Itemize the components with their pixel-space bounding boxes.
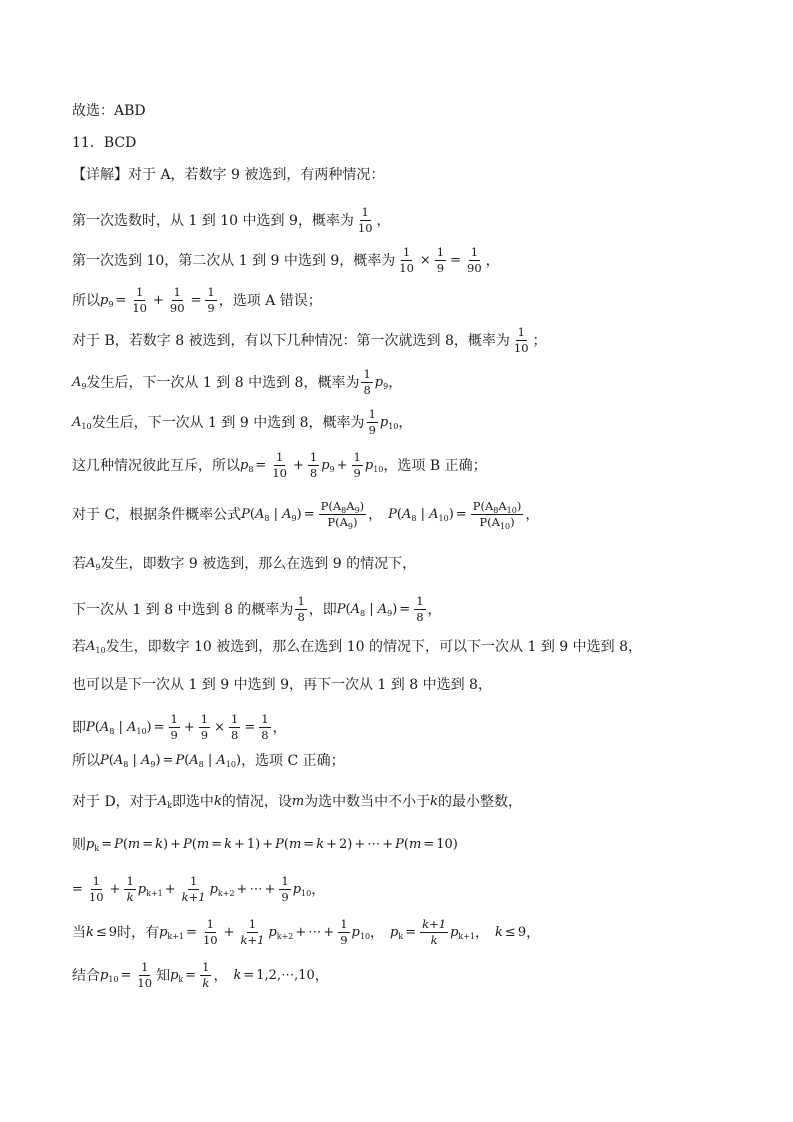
text: 当 — [72, 924, 86, 941]
line-recursion: 当 k ≤ 9 时，有 $p_{k+1}$ = $\frac{1}{10}$ + $\frac{1}{k+1}$ $p_{k+2}$ + ⋯ + $\frac{1}{9}$ $p_{10}$ ， $p_k$ = $\frac{k+1}{k}$ $p_{k+1}$ ， k ≤ 9 ， — [72, 917, 541, 947]
formula: k ≤ 9 — [495, 924, 527, 940]
line-pk-expand — [72, 875, 763, 904]
text: 为选中数当中不小于 — [304, 794, 431, 810]
line-p9 — [72, 286, 763, 315]
text: 也可以是下一次从 1 到 9 中选到 9，再下一次从 1 到 8 中选到 8， — [72, 677, 492, 693]
line-equal — [72, 751, 763, 771]
text: 第一次选数时，从 1 到 10 中选到 9，概率为 — [72, 212, 354, 229]
text: ，即 — [308, 601, 337, 618]
formula: $P(A_8$ | $A_9$) = $\frac{P(A_8A_9)}{P(A_9)}$ — [241, 499, 365, 531]
text: 下一次从 1 到 8 中选到 8 的概率为 — [72, 601, 294, 618]
text: 发生，即数字 10 被选到，那么在选到 10 的情况下，可以下一次从 1 到 9 中选到 8， — [105, 639, 642, 655]
text: 发生，即数字 9 被选到，那么在选到 9 的情况下， — [100, 556, 417, 572]
text: ，选项 A 错误； — [218, 292, 322, 309]
formula: $A_9$ — [72, 374, 87, 391]
text: ； — [532, 332, 547, 349]
text: ， — [485, 252, 500, 269]
text: ， — [272, 719, 287, 736]
formula: m — [291, 794, 305, 809]
line-question-number — [72, 133, 763, 153]
text: 对于 C，根据条件概率公式 — [72, 506, 242, 523]
text: ， — [311, 881, 326, 898]
line-answer-prev — [72, 101, 763, 121]
formula: $A_9$ — [86, 556, 101, 572]
formula: k = 1,2,⋯,10 — [233, 967, 315, 983]
formula: $A_k$ — [157, 794, 172, 810]
line-option-d — [72, 792, 763, 812]
text: 即 — [72, 719, 86, 736]
text: ， — [376, 212, 391, 229]
text: 若 — [72, 556, 86, 572]
formula: $\frac{1}{9}$ $p_{10}$ — [368, 407, 399, 437]
text: ， — [368, 506, 383, 523]
text: ，选项 B 正确； — [383, 457, 487, 474]
formula: $P(A_8$ | $A_{10}$) = $\frac{P(A_8A_{10})}{P(A_{10})}$ — [388, 499, 522, 531]
formula: k — [213, 794, 222, 809]
formula: $A_{10}$ — [72, 414, 92, 431]
line-first-pick — [72, 206, 763, 235]
text: ， — [398, 414, 413, 431]
line-cond-a10 — [72, 713, 763, 742]
formula: $p_9$ = $\frac{1}{10}$ + $\frac{1}{90}$ = $\frac{1}{9}$ — [100, 285, 215, 315]
line-pk-sum — [72, 835, 763, 855]
text: 的情况，设 — [221, 794, 292, 810]
text: 即选中 — [171, 794, 214, 810]
formula: $\frac{1}{8}$ $p_9$ — [363, 367, 389, 397]
text: 发生后，下一次从 1 到 8 中选到 8，概率为 — [86, 374, 360, 391]
text: 故选：ABD — [72, 103, 146, 119]
text: ， — [525, 506, 540, 523]
formula: $p_k$ = $\frac{k+1}{k}$ $p_{k+1}$ — [390, 917, 476, 947]
text: 对于 B，若数字 8 被选到，有以下几种情况：第一次就选到 8，概率为 — [72, 332, 510, 349]
formula: k — [430, 794, 439, 809]
line-if-a10 — [72, 637, 763, 657]
text: 知 — [156, 967, 171, 984]
formula: $A_{10}$ — [86, 639, 106, 655]
line-also — [72, 675, 763, 695]
line-next-8 — [72, 595, 763, 624]
line-a10-case — [72, 408, 763, 437]
text: 第一次选到 10，第二次从 1 到 9 中选到 9，概率为 — [72, 252, 396, 269]
line-option-b — [72, 326, 763, 355]
formula: $p_{k+1}$ = $\frac{1}{10}$ + $\frac{1}{k+1}$ $p_{k+2}$ + ⋯ + $\frac{1}{9}$ $p_{10}$ — [159, 917, 371, 947]
text: 发生后，下一次从 1 到 9 中选到 8，概率为 — [91, 414, 365, 431]
formula: $p_k$ = P(m = k) + P(m = k + 1) + P(m = k + 2) + ⋯ + P(m = 10) — [86, 837, 458, 853]
text: 对于 D，对于 — [72, 794, 158, 810]
line-p8 — [72, 451, 763, 480]
fraction: $\frac{1}{10}$ — [513, 325, 529, 355]
text: 11．BCD — [72, 135, 137, 151]
text: 则 — [72, 837, 86, 853]
formula: $p_k$ = $\frac{1}{k}$ — [170, 960, 210, 990]
formula: $p_{10}$ = $\frac{1}{10}$ — [100, 960, 153, 990]
text: 结合 — [72, 967, 100, 984]
fraction: $\frac{1}{10}$ — [357, 205, 373, 235]
text: 这几种情况彼此互斥，所以 — [72, 457, 240, 474]
line-if-a9 — [72, 554, 763, 574]
text: ， — [213, 967, 228, 984]
line-detail-a — [72, 165, 763, 185]
text: ， — [427, 601, 442, 618]
fraction: $\frac{1}{8}$ — [297, 594, 305, 624]
text: ， — [388, 374, 403, 391]
formula: $P(A_8$ | $A_9$) = $\frac{1}{8}$ — [336, 594, 424, 624]
formula: = $\frac{1}{10}$ + $\frac{1}{k}$ $p_{k+1}$ + $\frac{1}{k+1}$ $p_{k+2}$ + ⋯ + $\frac{1}{9}$ $p_{10}$ — [72, 874, 312, 904]
text: 时，有 — [117, 924, 160, 941]
text: ， — [475, 924, 490, 941]
formula: k ≤ 9 — [86, 924, 118, 940]
text: ，选项 C 正确； — [241, 753, 345, 769]
text: 的最小整数， — [438, 794, 523, 810]
text: 若 — [72, 639, 86, 655]
formula: $P(A_8$ | $A_9$) = $P(A_8$ | $A_{10}$) — [100, 753, 242, 769]
line-second-pick — [72, 246, 763, 275]
text: 所以 — [72, 753, 100, 769]
text: ， — [370, 924, 385, 941]
line-option-c — [72, 500, 763, 529]
line-a9-case — [72, 368, 763, 397]
formula: $p_8$ = $\frac{1}{10}$ + $\frac{1}{8}$ $p_9$ + $\frac{1}{9}$ $p_{10}$ — [240, 450, 384, 480]
formula: $P(A_8$ | $A_{10}$) = $\frac{1}{9}$ + $\frac{1}{9}$ × $\frac{1}{8}$ = $\frac{1}{8}$ — [86, 712, 269, 742]
text: 所以 — [72, 292, 100, 309]
formula: $\frac{1}{10}$ × $\frac{1}{9}$ = $\frac{1}{90}$ — [399, 245, 482, 275]
text: 【详解】对于 A，若数字 9 被选到，有两种情况： — [72, 167, 385, 183]
line-conclusion: 结合 $p_{10}$ = $\frac{1}{10}$ 知 $p_k$ = $\frac{1}{k}$ ， k = 1,2,⋯,10 ， — [72, 960, 329, 990]
